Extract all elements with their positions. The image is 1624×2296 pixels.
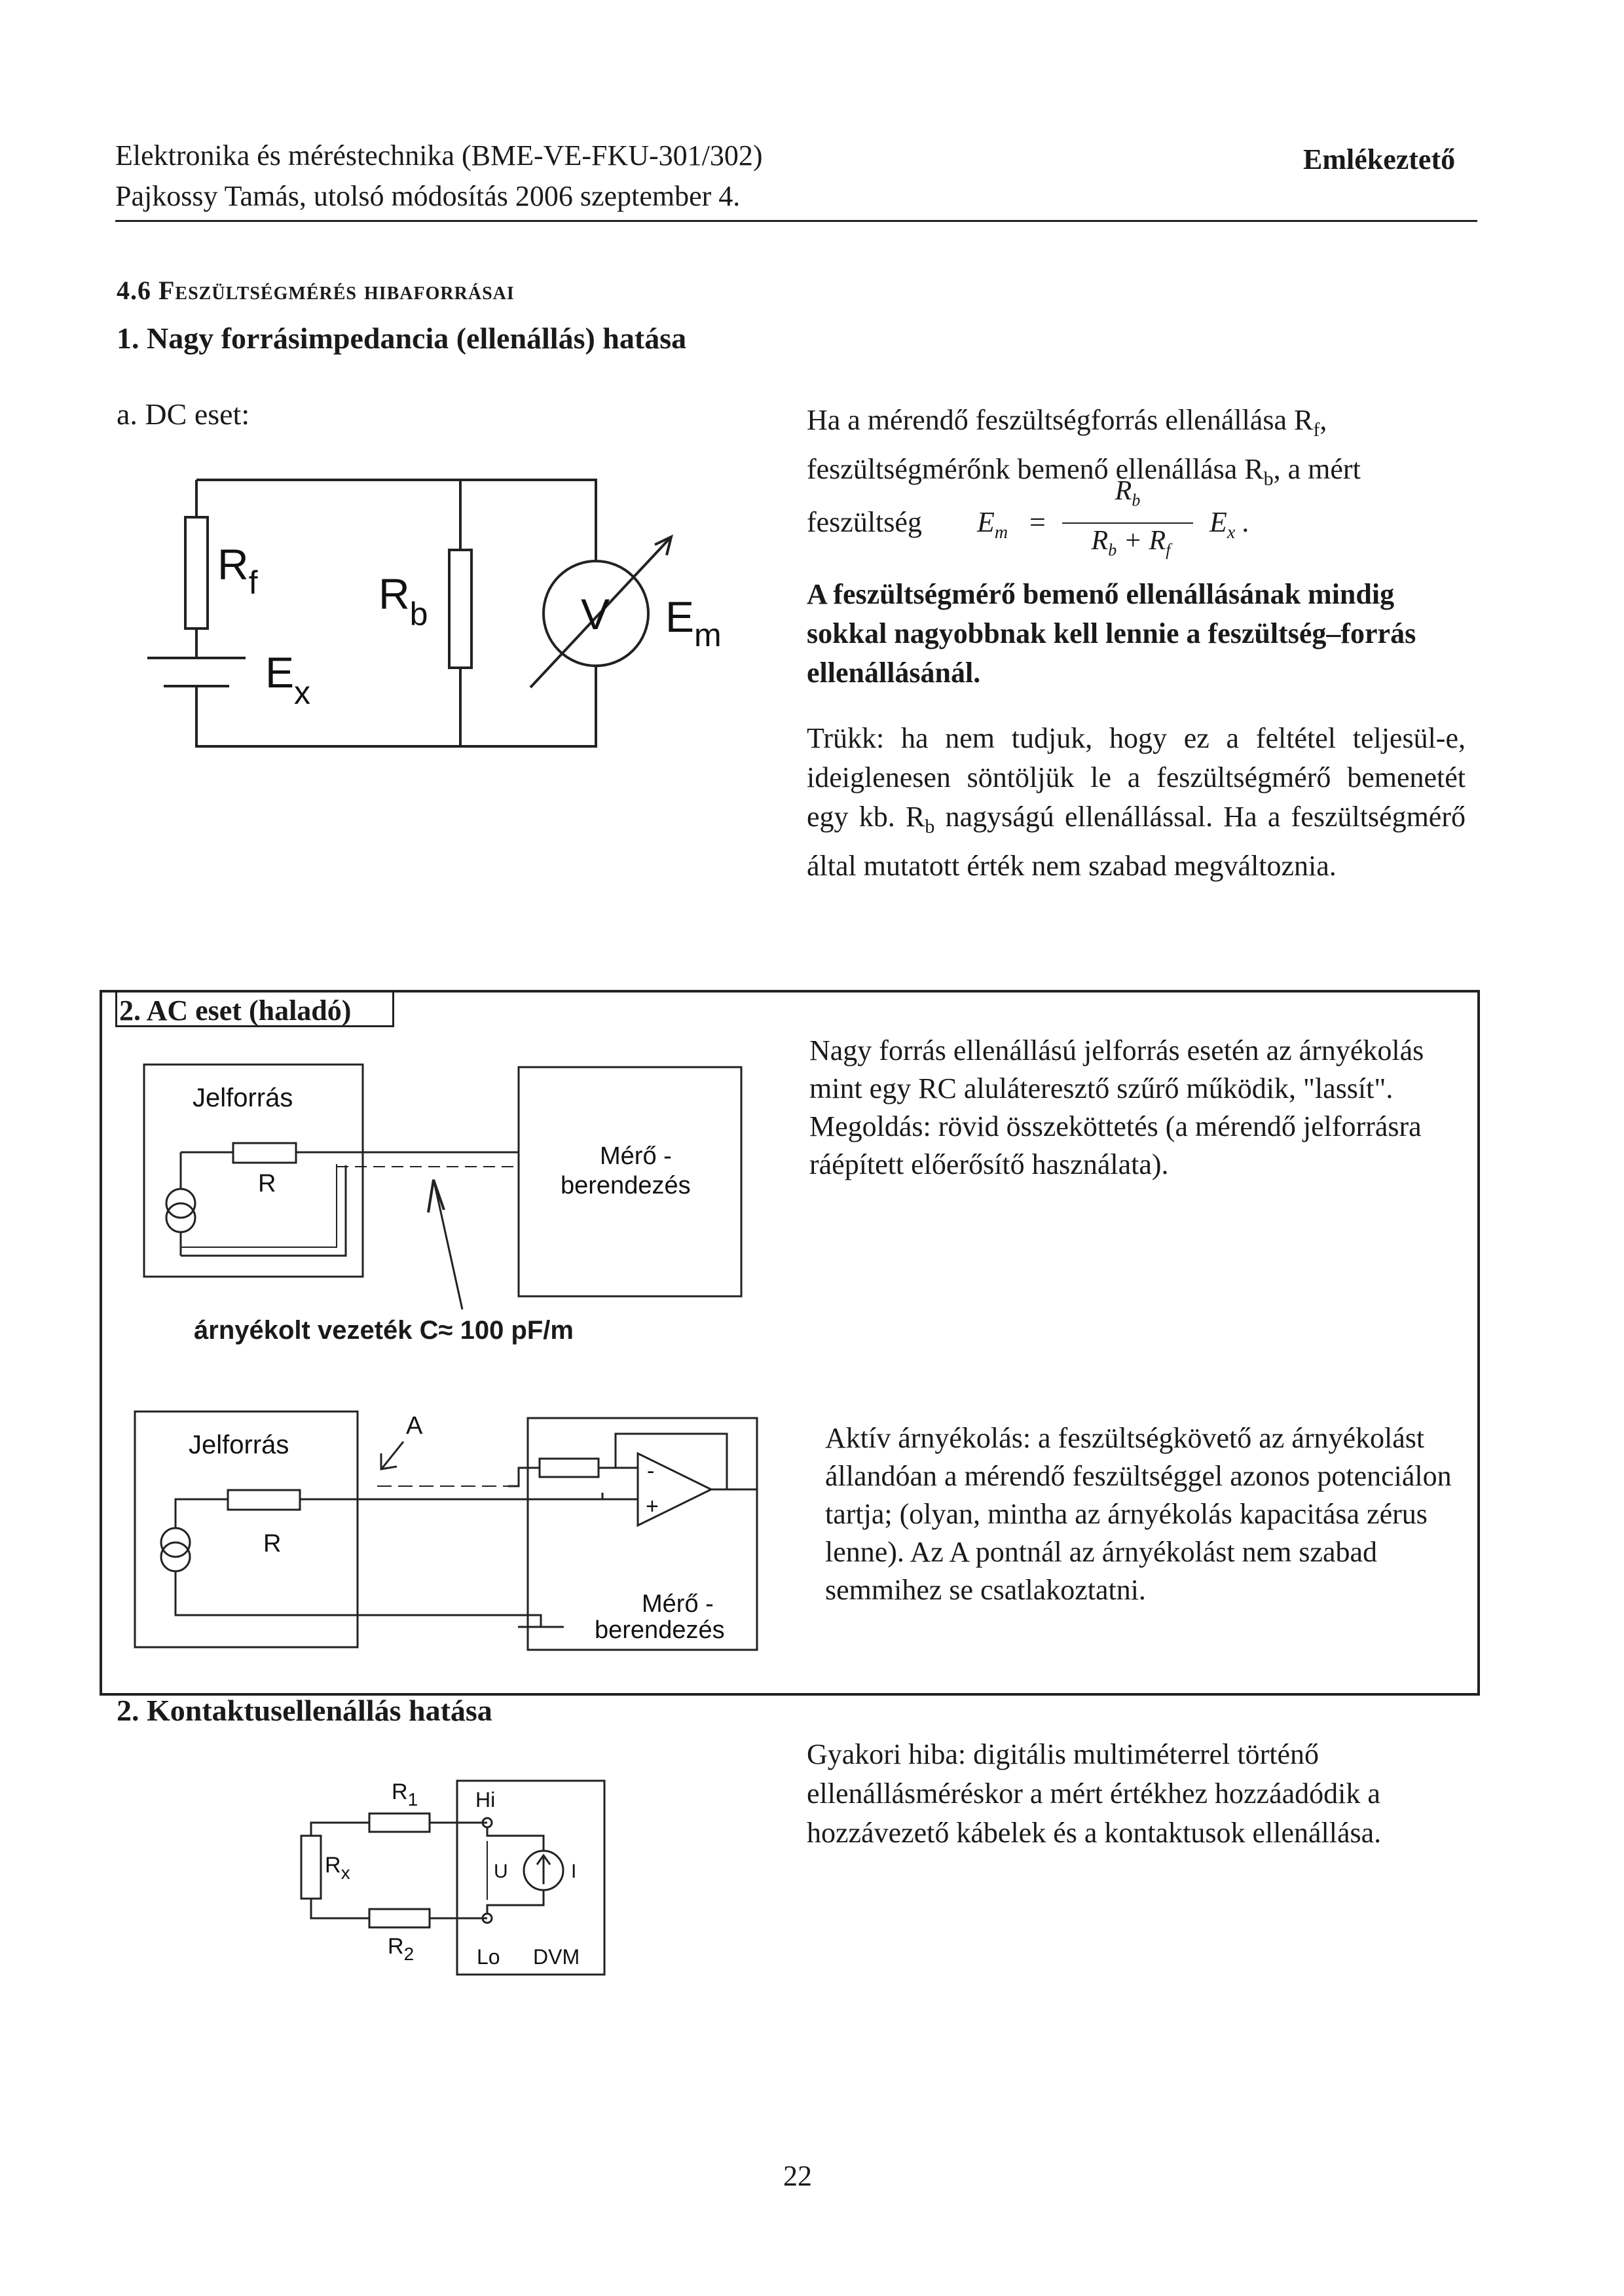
ac-text1: Nagy forrás ellenállású jelforrás esetén az árnyékolás mint egy RC aluláteresztő szűrő működik, "lassít". Megoldás: rövid összeköttetés (a mérendő jelforrásra ráépített előerősítő használata).: [809, 1034, 1424, 1180]
ac-cable-label: árnyékolt vezeték C≈ 100 pF/m: [194, 1316, 574, 1345]
ac2-r-label: R: [263, 1530, 282, 1558]
formula-lhs: $E_m$: [977, 506, 1008, 543]
ac2-feedback-wire: [616, 1434, 727, 1489]
section-number: 4.6: [117, 276, 151, 305]
r1-label: $R_1$: [392, 1779, 418, 1810]
dvm-wire: [487, 1827, 544, 1851]
dc-para1-line1: Ha a mérendő feszültségforrás ellenállása $R_f$,: [807, 404, 1327, 441]
formula-equals: =: [1029, 506, 1046, 538]
rb-label: $R_b$: [378, 570, 428, 632]
ac1-meter-label-2: berendezés: [561, 1172, 691, 1199]
rx-label: $R_x$: [325, 1853, 350, 1883]
ac-active-diagram: [128, 1401, 770, 1663]
ac2-meter-label-2: berendezés: [595, 1616, 725, 1644]
header-right-title: Emlékeztető: [1303, 143, 1456, 175]
rb-resistor: [449, 550, 471, 668]
ac-title: 2. AC eset (haladó): [119, 994, 352, 1027]
r2-resistor: [369, 1909, 430, 1927]
contact-circuit-diagram: [288, 1768, 629, 1990]
hi-label: Hi: [475, 1788, 496, 1812]
ac2-a-arrow: [382, 1442, 403, 1468]
ac2-opamp-plus: +: [646, 1494, 659, 1519]
formula: [807, 476, 1265, 581]
header-author: Pajkossy Tamás, utolsó módosítás 2006 szeptember 4.: [115, 180, 741, 212]
ac1-arrow: [435, 1185, 462, 1309]
contact-title: 2. Kontaktusellenállás hatása: [117, 1694, 492, 1727]
ac1-source-label: Jelforrás: [193, 1084, 293, 1112]
dc-para1-line2: feszültségmérőnk bemenő ellenállása $R_b$, a mért: [807, 452, 1361, 490]
r2-label: $R_2$: [388, 1934, 415, 1964]
ac1-meter-label-1: Mérő -: [600, 1142, 672, 1170]
ac2-shield-wire: [508, 1468, 540, 1486]
ac2-shield-resistor: [540, 1459, 599, 1477]
ac2-wire: [175, 1499, 228, 1528]
ac2-resistor: [228, 1490, 300, 1510]
i-label: I: [571, 1861, 577, 1882]
u-label: U: [494, 1861, 508, 1882]
dc-circuit-diagram: [138, 471, 753, 759]
dvm-wire: [487, 1890, 544, 1914]
header-rule: [115, 220, 1477, 222]
formula-rhs: $E_x$ .: [1209, 506, 1250, 543]
ac2-point-a: A: [406, 1412, 423, 1440]
lo-label: Lo: [477, 1945, 500, 1969]
rf-resistor: [185, 517, 208, 629]
section-heading: [117, 275, 515, 306]
dvm-label: DVM: [533, 1945, 580, 1969]
ac1-r-label: R: [258, 1170, 276, 1197]
rx-resistor: [301, 1836, 321, 1899]
rf-label: $R_f$: [217, 540, 258, 601]
dc-bold-statement: A feszültségmérő bemenő ellenállásának mindig sokkal nagyobbnak kell lennie a feszültség–forrás ellenállásánál.: [807, 578, 1416, 689]
ac-passive-diagram: [128, 1061, 770, 1355]
formula-denominator: $R_b + R_f$: [1091, 526, 1171, 560]
contact-text: Gyakori hiba: digitális multiméterrel történő ellenállásméréskor a mért értékhez hozzáadódik a hozzávezető kábelek és a kontaktusok ellenállása.: [807, 1738, 1382, 1849]
ac2-source-label: Jelforrás: [189, 1430, 289, 1459]
ac1-resistor: [233, 1143, 296, 1163]
contact-wire: [311, 1823, 369, 1836]
ac2-signal-wire: [300, 1493, 602, 1499]
ac2-opamp-minus: -: [647, 1459, 655, 1484]
em-label: $E_m$: [665, 592, 722, 653]
ex-label: $E_x$: [265, 648, 311, 711]
r1-resistor: [369, 1813, 430, 1832]
ac-text2: Aktív árnyékolás: a feszültségkövető az árnyékolást állandóan a mérendő feszültséggel azonos potenciálon tartja; (olyan, mintha az árnyékolás kapacitása zérus lenne). Az A pontnál az árnyékolást nem szabad semmihez se csatlakoztatni.: [825, 1422, 1452, 1606]
ac1-arrowhead: [428, 1180, 444, 1212]
formula-numerator: $R_b$: [1115, 476, 1141, 510]
dc-trick-text: Trükk: ha nem tudjuk, hogy ez a feltétel teljesül-e, ideiglenesen söntöljük le a feszültségmérő bemenetét egy kb. $R_b$ nagyságú ellenállással. Ha a feszültségmérő által mutatott érték nem szabad megváltoznia.: [807, 722, 1466, 882]
formula-prefix: feszültség: [807, 506, 922, 538]
formula-fraction-bar: [1062, 522, 1193, 524]
item1-title: 1. Nagy forrásimpedancia (ellenállás) hatása: [117, 321, 687, 355]
section-title: Feszültségmérés hibaforrásai: [158, 276, 515, 305]
page-number: 22: [783, 2160, 812, 2192]
voltmeter-label: V: [581, 590, 610, 638]
dc-label: a. DC eset:: [117, 397, 250, 431]
contact-wire: [311, 1899, 369, 1918]
ac2-meter-label-1: Mérő -: [642, 1590, 714, 1618]
header-course: Elektronika és méréstechnika (BME-VE-FKU-301/302): [115, 139, 763, 172]
